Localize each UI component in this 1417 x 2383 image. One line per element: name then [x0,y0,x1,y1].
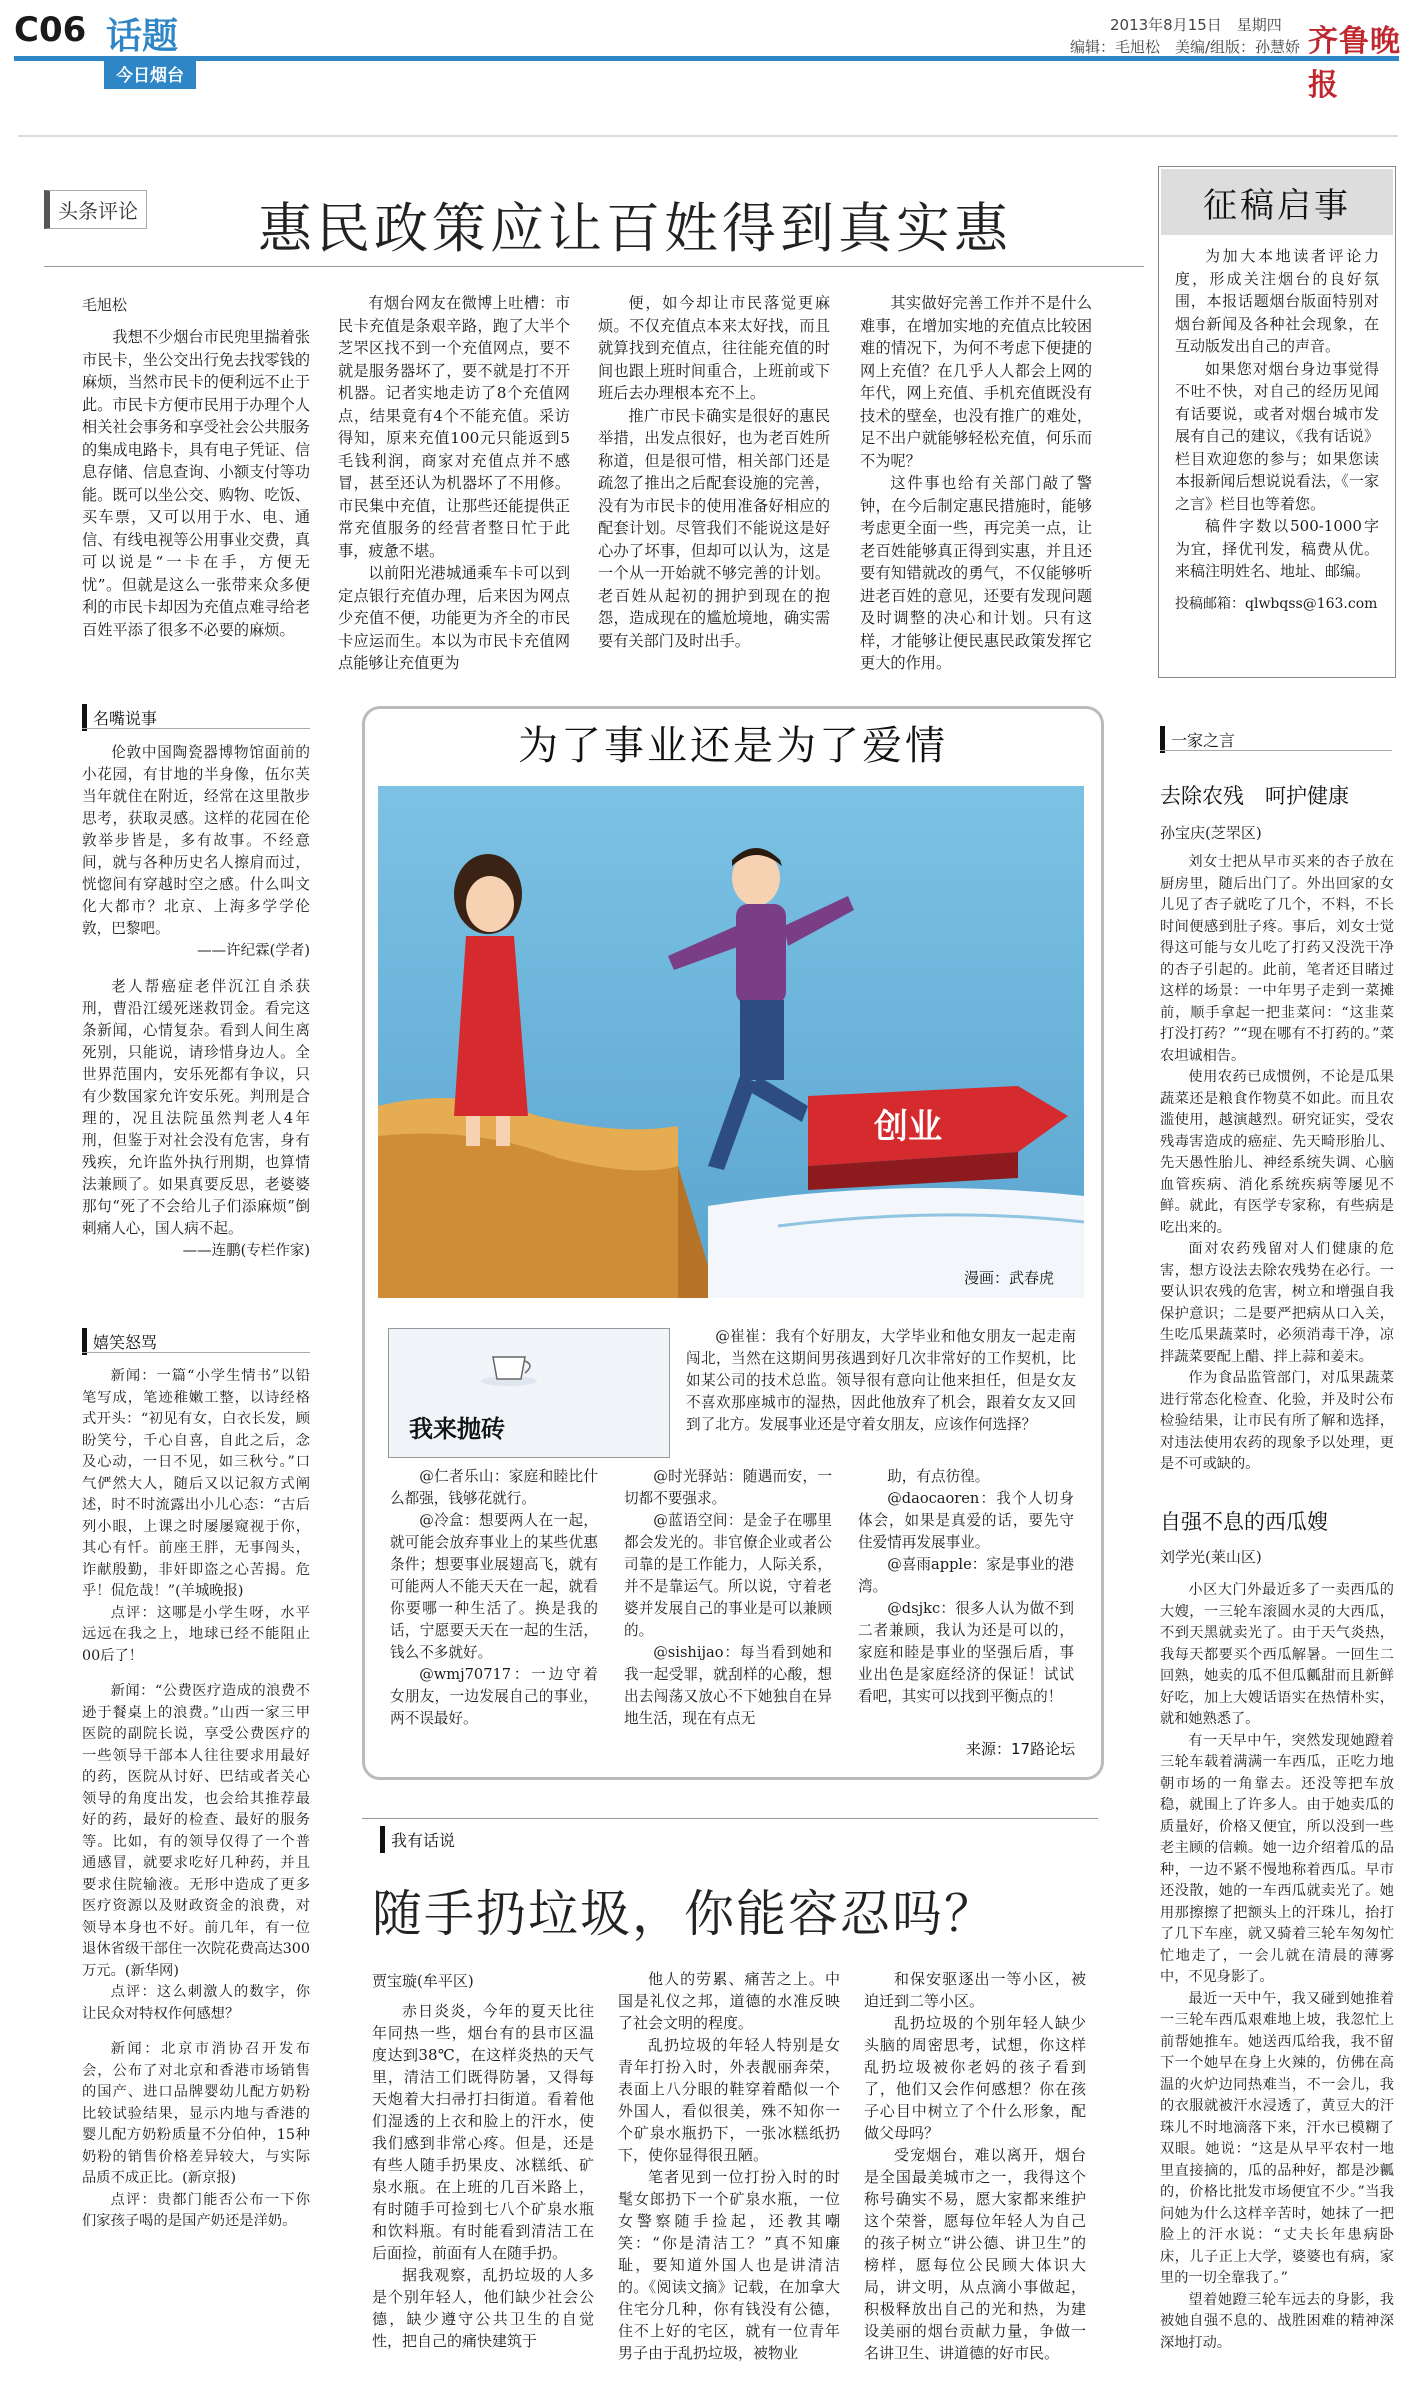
cartoon-credit: 漫画：武春虎 [963,1269,1054,1287]
paragraph: 和保安驱逐出一等小区，被迫迁到二等小区。 [864,1970,1086,2010]
news-comment: 点评：这么刺激人的数字，你让民众对特权作何感想？ [82,1984,310,2022]
page-number: C06 [14,10,87,50]
lead-headline: 惠民政策应让百姓得到真实惠 [258,197,1012,260]
paragraph: 受宠烟台，难以离开，烟台是全国最美城市之一，我得这个称号确实不易，愿大家都来维护这个荣誉，愿每位年轻人为自己的孩子树立“讲公德、讲卫生”的榜样，愿每位公民顾大体识大局，讲文明，从点滴小事做起，积极释放出自己的光和热，为建设美丽的烟台贡献力量，争做一名讲卫生、讲道德的好市民。 [864,2146,1086,2362]
paragraph: 其实做好完善工作并不是什么难事，在增加实地的充值点比较困难的情况下，为何不考虑下便捷的网上充值？在几乎人人都会上网的年代，网上充值、手机充值既没有技术的壁垒，也没有推广的难处，足不出户就能够轻松充值，何乐而不为呢？ [860,294,1092,470]
paragraph: 这件事也给有关部门敲了警钟，在今后制定惠民措施时，能够考虑更全面一些，再完美一点，让老百姓能够真正得到实惠，并且还要有知错就改的勇气，不仅能够听进老百姓的意见，还要有发现问题及时调整的决心和计划。只有这样，才能够让便民惠民政策发挥它更大的作用。 [860,474,1092,672]
reply: @dsjkc：很多人认为做不到二者兼顾，我认为还是可以的，家庭和睦是事业的坚强后盾，事业出色是家庭经济的保证！试试看吧，其实可以找到平衡点的！ [858,1600,1074,1705]
paragraph: 笔者见到一位打扮入时的时髦女郎扔下一个矿泉水瓶，一位女警察随手捡起，还教其嘲笑：“你是清洁工？”真不知廉耻，要知道外国人也是讲清洁的。《阅读文摘》记载，在加拿大住宅分几种，你有钱没有公德，住不上好的宅区，就有一位青年男子由于乱扔垃圾，被物业 [618,2168,840,2362]
section-rule [82,728,310,729]
editor-credits: 编辑：毛旭松 美编/组版：孙慧娇 [1070,38,1301,56]
cartoon-illustration [378,786,1084,1298]
paragraph: 以前阳光港城通乘车卡可以到定点银行充值办理，后来因为网点少充值不便，功能更为齐全的市民卡应运而生。本以为市民卡充值网点能够让充值更为 [338,564,570,672]
paragraph: 为加大本地读者评论力度，形成关注烟台的良好氛围，本报话题烟台版面特别对烟台新闻及各种社会现象，在互动版发出自己的声音。 [1175,247,1379,355]
pesticide-headline: 去除农残 呵护健康 [1160,784,1349,808]
paragraph: 作为食品监管部门，对瓜果蔬菜进行常态化检查、化验，并及时公布检验结果，让市民有所了解和选择，对违法使用农药的现象予以处理，更是不可或缺的。 [1160,1370,1394,1472]
paragraph: 有烟台网友在微博上吐槽：市民卡充值是条艰辛路，跑了大半个芝罘区找不到一个充值网点，要不就是服务器坏了，要不就是打不开机器。记者实地走访了8个充值网点，结果竟有4个不能充值。采访得知，原来充值100元只能返到5毛钱利润，商家对充值点并不感冒，甚至还认为机器坏了不用修。市民集中充值，让那些还能提供正常充值服务的经营者整日忙于此事，疲惫不堪。 [338,294,570,560]
submission-email[interactable]: 投稿邮箱：qlwbqss@163.com [1175,595,1378,612]
reply: 助，有点彷徨。 [887,1468,990,1485]
news-item: 新闻：北京市消协召开发布会，公布了对北京和香港市场销售的国产、进口品牌婴幼儿配方奶粉比较试验结果，显示内地与香港的婴儿配方奶粉质量不分伯仲，15种奶粉的销售价格差异较大，与实际品质不成正比。(新京报) [82,2041,310,2186]
paragraph: 稿件字数以500-1000字为宜，择优刊发，稿费从优。来稿注明姓名、地址、邮编。 [1175,517,1379,580]
celebrity-talk-body [82,742,310,1262]
masthead-meta [1070,14,1330,58]
cartoon-sign-label: 创业 [874,1107,942,1147]
reply: @仁者乐山：家庭和睦比什么都强，钱够花就行。 [390,1468,598,1507]
replies-column-2 [624,1466,832,1730]
replies-column-3 [858,1466,1074,1708]
paragraph: 最近一天中午，我又碰到她推着一三轮车西瓜艰难地上坡，我忽忙上前帮她推车。她送西瓜给我，我不留下一个她早在身上火辣的，仿佛在高温的火炉边同热难当，不一会儿，我的衣服就被汗水浸透了，黄豆大的汗珠儿不时地滴落下来，汗水已模糊了双眼。她说：“这是从早平农村一地里直接摘的，瓜的品种好，都是沙瓤的，价格比批发市场便宜不少。”当我问她为什么这样辛苦时，她抹了一把脸上的汗水说：“丈夫长年患病卧床，儿子正上大学，婆婆也有病，家里的一切全靠我了。” [1160,1990,1394,2286]
paragraph: 乱扔垃圾的个别年轻人缺少头脑的周密思考，试想，你这样乱扔垃圾被你老妈的孩子看到了，他们又会作何感想？你在孩子心目中树立了个什么形象，配做父母吗？ [864,2014,1086,2142]
brick-title: 我来抛砖 [409,1415,505,1443]
lead-column-3 [598,292,830,652]
lead-rule [44,266,1144,267]
paragraph: 乱扔垃圾的年轻人特别是女青年打扮入时，外表靓丽奔荣，表面上八分眼的鞋穿着酷似一个外国人，看似很美，殊不知你一个矿泉水瓶扔下，一张冰糕纸扔下，使你显得很丑陋。 [618,2036,840,2164]
brick-question [686,1326,1076,1436]
paragraph: 如果您对烟台身边事觉得不吐不快，对自己的经历见闻有话要说，或者对烟台城市发展有自己的建议，《我有话说》栏目欢迎您的参与；如果您读本报新闻后想说说看法，《一家之言》栏目也等着您。 [1175,359,1379,513]
paragraph: 伦敦中国陶瓷器博物馆面前的小花园，有甘地的半身像，伍尔芙当年就住在附近，经常在这里散步思考，获取灵感。这样的花园在伦敦举步皆是，多有故事。不经意间，就与各种历史名人擦肩而过，恍惚间有穿越时空之感。什么叫文化大都市？北京、上海多学学伦敦，巴黎吧。 [82,744,310,937]
lead-kicker: 头条评论 [44,190,147,229]
replies-source: 来源：17路论坛 [966,1740,1076,1758]
paragraph: 推广市民卡确实是很好的惠民举措，出发点很好，也为老百姓所称道，但是很可惜，相关部门还是疏忽了推出之后配套设施的完善，没有为市民卡的使用准备好相应的配套计划。尽管我们不能说这是好心办了坏事，但却可以认为，这是一个从一开始就不够完善的计划。老百姓从起初的拥护到现在的抱怨，造成现在的尴尬境地，确实需要有关部门及时出手。 [598,406,830,650]
section-rule [362,1818,1098,1819]
reply: @sishijao：每当看到她和我一起受罪，就刮样的心酸，想出去闯荡又放心不下她独自在异地生活，现在有点无 [624,1644,832,1727]
paragraph: 便，如今却让市民落觉更麻烦。不仅充值点本来太好找，而且就算找到充值点，往往能充值的时间也跟上班时间重合，上班前或下班后去办理根本充不上。 [598,294,830,402]
celebrity-talk-tag: 名嘴说事 [82,704,163,731]
newspaper-logo: 齐鲁晚报 [1308,24,1401,103]
reply: @喜雨apple：家是事业的港湾。 [858,1556,1074,1595]
paragraph: 他人的劳累、痛苦之上。中国是礼仪之邦，道德的水准反映了社会文明的程度。 [618,1970,840,2032]
reply: @冷盒：想要两人在一起，就可能会放弃事业上的某些优惠条件；想要事业展翅高飞，就有可能两人不能天天在一起，就看你要哪一种生活了。换是我的话，宁愿要天天在一起的生活，钱么不多就好。 [390,1512,598,1661]
paragraph: 使用农药已成惯例，不论是瓜果蔬菜还是粮食作物莫不如此。而且农滥使用，越演越烈。研究证实，受农残毒害造成的癌症、先天畸形胎儿、先天愚性胎儿、神经系统失调、心脑血管疾病、消化系统疾病等屡见不鲜。就此，有医学专家称，有些病是吃出来的。 [1160,1069,1394,1236]
paragraph: 刘女士把从早市买来的杏子放在厨房里，随后出门了。外出回家的女儿见了杏子就吃了几个，不料，不长时间便感到肚子疼。事后，刘女士觉得这可能与女儿吃了打药又没洗干净的杏子引起的。此前，笔者还目睹过这样的场景：一中年男子走到一菜摊前，顺手拿起一把韭菜问：“这韭菜打没打药？”“现在哪有不打药的。”菜农坦诚相告。 [1160,854,1394,1064]
rubbish-column-3 [864,1968,1086,2364]
rubbish-author: 贾宝璇(牟平区) [372,1972,474,1990]
opinion-tag: 一家之言 [1160,726,1241,753]
lead-author: 毛旭松 [82,296,128,314]
news-comment: 点评：这哪是小学生呀，水平远远在我之上，地球已经不能阻止00后了！ [82,1604,310,1664]
section-title: 话题 [106,16,179,57]
paragraph: 小区大门外最近多了一卖西瓜的大嫂，一三轮车滚圆水灵的大西瓜，不到天黑就卖光了。由于天气炎热，我每天都要买个西瓜解暑。一回生二回熟，她卖的瓜不但瓜瓤甜而且新鲜好吃，加上大嫂话语实在热情朴实，就和她熟悉了。 [1160,1582,1394,1727]
question-text: @崔崔：我有个好朋友，大学毕业和他女朋友一起走南闯北，当然在这期间男孩遇到好几次非常好的工作契机，比如某公司的技术总监。领导很有意向让他来担任，但是女友不喜欢那座城市的湿热，因此他放弃了机会，跟着女友又回到了北方。发展事业还是守着女朋友，应该作何选择？ [686,1328,1076,1433]
feature-title: 为了事业还是为了爱情 [518,723,948,769]
brick-panel [388,1328,670,1458]
reply: @时光驿站：随遇而安，一切都不要强求。 [624,1468,832,1507]
cartoon-bottom-strip [378,1298,1084,1326]
reply: @wmj70717：一边守着女朋友，一边发展自己的事业，两不误最好。 [390,1666,598,1727]
call-for-submissions-box [1158,166,1396,678]
reply: @蓝语空间：是金子在哪里都会发光的。非官僚企业或者公司靠的是工作能力，人际关系，并不是靠运气。所以说，守着老婆并发展自己的事业是可以兼顾的。 [624,1512,832,1639]
rubbish-headline: 随手扔垃圾，你能容忍吗？ [372,1885,996,1943]
call-for-submissions-title: 征稿启事 [1161,169,1393,235]
satire-body [82,1366,310,2233]
rubbish-column-1 [372,2000,594,2352]
paragraph: 我想不少烟台市民兜里揣着张市民卡，坐公交出行免去找零钱的麻烦，当然市民卡的便利远不止于此。市民卡方便市民用于办理个人相关社会事务和享受社会公共服务的集成电路卡，具有电子凭证、信息存储、信息查询、小额支付等功能。既可以坐公交、购物、吃饭、买车票，又可以用于水、电、通信、有线电视等公用事业交费，真可以说是“一卡在手，方便无忧”。但就是这么一张带来众多便利的市民卡却因为充值点难寻给老百姓平添了很多不必要的麻烦。 [82,328,310,639]
news-item: 新闻：“公费医疗造成的浪费不逊于餐桌上的浪费。”山西一家三甲医院的副院长说，享受公费医疗的一些领导干部本人往往要求用最好的药，医院从讨好、巴结或者关心领导的角度出发，也会给其推荐最好的药，最好的检查、最好的服务等。比如，有的领导仅得了一个普通感冒，就要求吃好几种药，并且要求住院输液。无形中造成了更多医疗资源以及财政资金的浪费，对领导本身也不好。前几年，有一位退休省级干部住一次院花费高达300万元。(新华网) [82,1683,310,1979]
paragraph: 面对农药残留对人们健康的危害，想方设法去除农残势在必行。一要认识农残的危害，树立和增强自我保护意识；二是要严把病从口入关，生吃瓜果蔬菜时，必须消毒干净，凉拌蔬菜要配上醋、拌上蒜和姜末。 [1160,1241,1394,1365]
subsection-label: 今日烟台 [104,58,196,89]
paragraph: 有一天早中午，突然发现她蹬着三轮车载着满满一车西瓜，正吃力地朝市场的一角靠去。还没等把车放稳，就围上了许多人。由于她卖瓜的质量好，价格又便宜，所以没到一些老主顾的信赖。她一边介绍着瓜的品种，一边不紧不慢地称着西瓜。早市还没散，她的一车西瓜就卖光了。她用那擦擦了把额头上的汗珠儿，抬打了几下车座，就又骑着三轮车匆匆忙忙地走了，一会儿就在清晨的薄雾中，不见身影了。 [1160,1732,1394,1985]
pesticide-body [1160,852,1394,1476]
paragraph: 老人帮癌症老伴沉江自杀获刑，曹沿江缓死迷救罚金。看完这条新闻，心情复杂。看到人间生离死别，只能说，请珍惜身边人。全世界范围内，安乐死都有争议，只有少数国家允许安乐死。判刑是合理的，况且法院虽然判老人4年刑，但鉴于对社会没有危害，身有残疾，允许监外执行刑期，也算情法兼顾了。如果真要反思，老婆婆那句“死了不会给儿子们添麻烦”倒刺痛人心，国人病不起。 [82,978,310,1237]
reply: @daocaoren：我个人切身体会，如果是真爱的话，要先守住爱情再发展事业。 [858,1490,1074,1551]
quote-signature: ——连鹏(专栏作家) [182,1243,310,1259]
lead-column-1 [82,326,310,641]
pesticide-author: 孙宝庆(芝罘区) [1160,824,1262,842]
cartoon-image [378,786,1084,1298]
quote-signature: ——许纪霖(学者) [197,943,310,959]
watermelon-author: 刘学光(莱山区) [1160,1548,1262,1566]
watermelon-body [1160,1580,1394,2354]
replies-column-1 [390,1466,598,1730]
my-say-tag: 我有话说 [380,1826,461,1853]
rubbish-column-2 [618,1968,840,2364]
coffee-cup-icon [479,1347,539,1387]
paragraph: 据我观察，乱扔垃圾的人多是个别年轻人，他们缺少社会公德，缺少遵守公共卫生的自觉性，把自己的痛快建筑于 [372,2266,594,2350]
lead-column-4 [860,292,1092,675]
news-item: 新闻：一篇“小学生情书”以铅笔写成，笔迹稚嫩工整，以诗经格式开头：“初见有女，白衣长发，顾盼笑兮，千心自喜，自此之后，念及心动，一日不见，如三秋兮。”口气俨然大人，随后又以记叙方式阐述，时不时流露出小儿心态：“古后列小眼，上课之时屡屡窥视于你，其心有忏。前座王胖，无事闯头，诈献殷勤，非奸即盗之心苦揭。危乎！侃危哉！”(羊城晚报) [82,1368,310,1599]
lead-column-2 [338,292,570,675]
news-comment: 点评：贵都门能否公布一下你们家孩子喝的是国产奶还是洋奶。 [82,2191,310,2229]
paragraph: 望着她蹬三轮车远去的身影，我被她自强不息的、战胜困难的精神深深地打动。 [1160,2291,1394,2351]
section-rule [1160,750,1392,751]
satire-tag: 嬉笑怒骂 [82,1328,163,1355]
paragraph: 赤日炎炎，今年的夏天比往年同热一些，烟台有的县市区温度达到38℃，在这样炎热的天气里，清洁工们既得防暑，又得每天炮着大扫帚打扫街道。看着他们湿透的上衣和脸上的汗水，使我们感到非常心疼。但是，还是有些人随手扔果皮、冰糕纸、矿泉水瓶。在上班的几百米路上，有时随手可捡到七八个矿泉水瓶和饮料瓶。有时能看到清洁工在后面捡，前面有人在随手扔。 [372,2002,594,2262]
section-rule [82,1352,310,1353]
issue-date: 2013年8月15日 星期四 [1110,16,1282,34]
watermelon-headline: 自强不息的西瓜嫂 [1160,1510,1328,1534]
top-divider [18,135,1398,137]
